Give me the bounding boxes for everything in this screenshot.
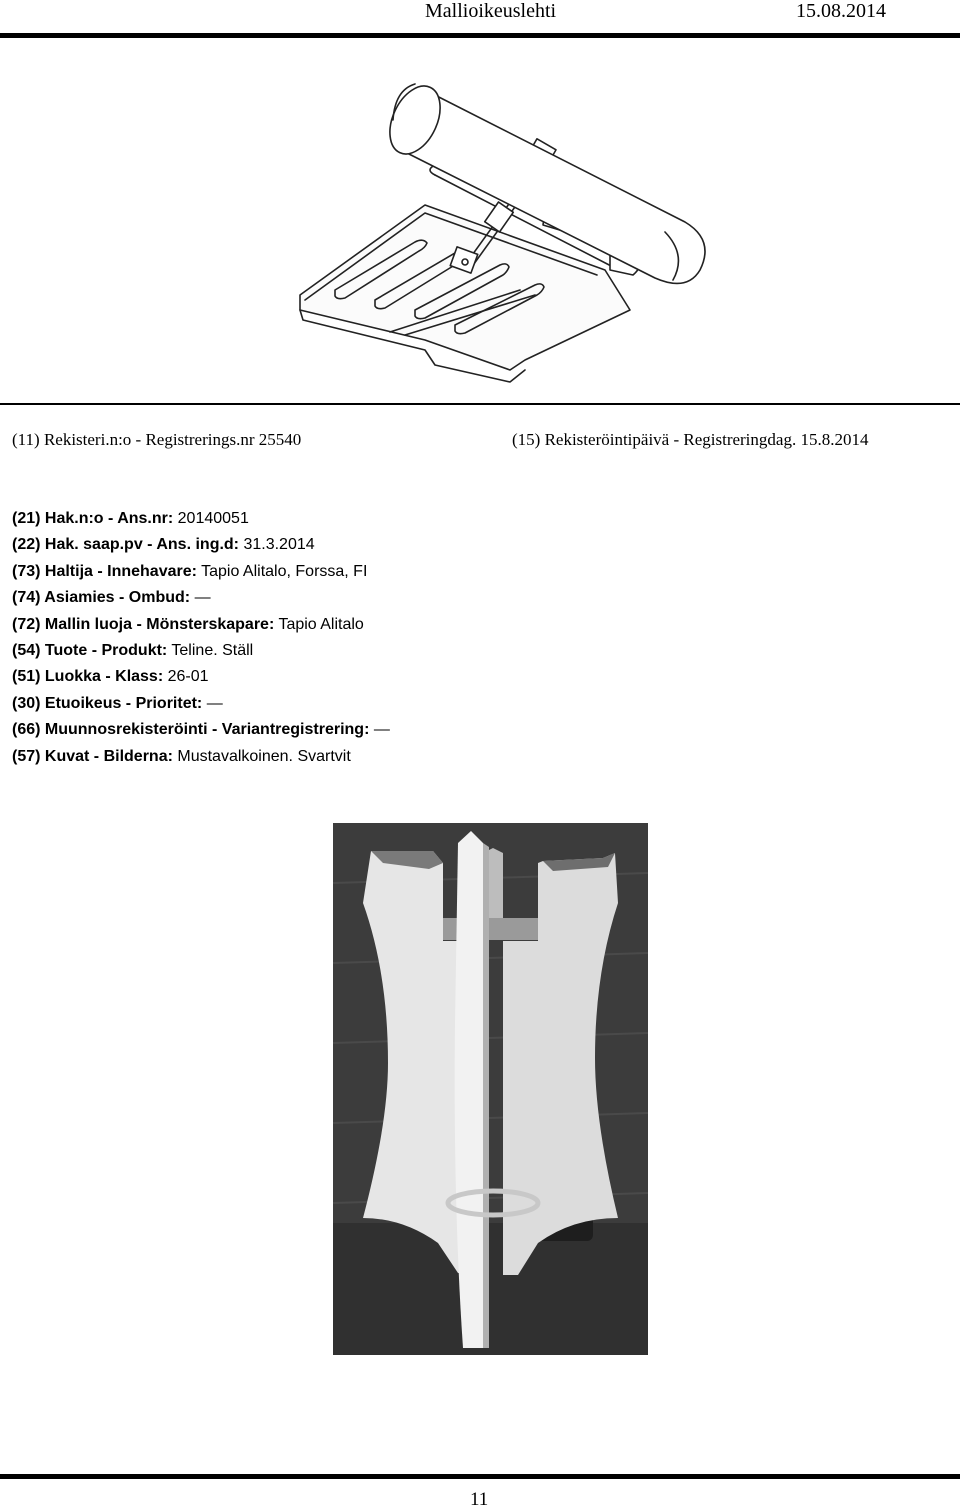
- design-details: [12, 506, 390, 770]
- field-value: —: [206, 694, 223, 712]
- field-value: —: [373, 721, 390, 739]
- field-filing-date: [12, 532, 390, 558]
- field-label: (72) Mallin luoja - Mönsterskapare:: [12, 615, 275, 633]
- field-priority: [12, 691, 390, 717]
- design-line-drawing: [275, 70, 735, 390]
- field-value: Tapio Alitalo: [278, 615, 364, 633]
- registration-date: (15) Rekisteröintipäivä - Registreringdag. 15.8.2014: [512, 430, 869, 449]
- field-value: Mustavalkoinen. Svartvit: [177, 747, 351, 765]
- page-number: 11: [470, 1489, 489, 1510]
- field-label: (21) Hak.n:o - Ans.nr:: [12, 510, 174, 527]
- design-photograph: [333, 823, 648, 1355]
- field-designer: [12, 612, 390, 638]
- field-application-number: [12, 506, 390, 532]
- field-label: (73) Haltija - Innehavare:: [12, 562, 197, 580]
- section-rule: [0, 403, 960, 405]
- field-label: (30) Etuoikeus - Prioritet:: [12, 694, 203, 712]
- field-label: (66) Muunnosrekisteröinti - Variantregistrering:: [12, 721, 370, 739]
- field-label: (51) Luokka - Klass:: [12, 668, 164, 686]
- publication-title: Mallioikeuslehti: [425, 0, 557, 22]
- field-value: 31.3.2014: [243, 536, 315, 554]
- field-label: (57) Kuvat - Bilderna:: [12, 747, 173, 765]
- field-value: 20140051: [177, 510, 249, 527]
- field-value: 26-01: [167, 668, 209, 686]
- field-holder: [12, 559, 390, 585]
- header-rule: [0, 33, 960, 38]
- footer-rule: [0, 1474, 960, 1479]
- field-product: [12, 638, 390, 664]
- field-variant-registration: [12, 717, 390, 743]
- field-value: —: [194, 589, 211, 607]
- field-label: (74) Asiamies - Ombud:: [12, 589, 191, 607]
- field-class: [12, 664, 390, 690]
- publication-date: 15.08.2014: [796, 0, 886, 22]
- field-agent: [12, 585, 390, 611]
- field-value: Teline. Ställ: [171, 641, 254, 659]
- field-label: (22) Hak. saap.pv - Ans. ing.d:: [12, 536, 240, 554]
- field-value: Tapio Alitalo, Forssa, FI: [201, 562, 368, 580]
- registration-number: (11) Rekisteri.n:o - Registrerings.nr 25540: [12, 430, 302, 449]
- field-label: (54) Tuote - Produkt:: [12, 641, 168, 659]
- field-images: [12, 744, 390, 770]
